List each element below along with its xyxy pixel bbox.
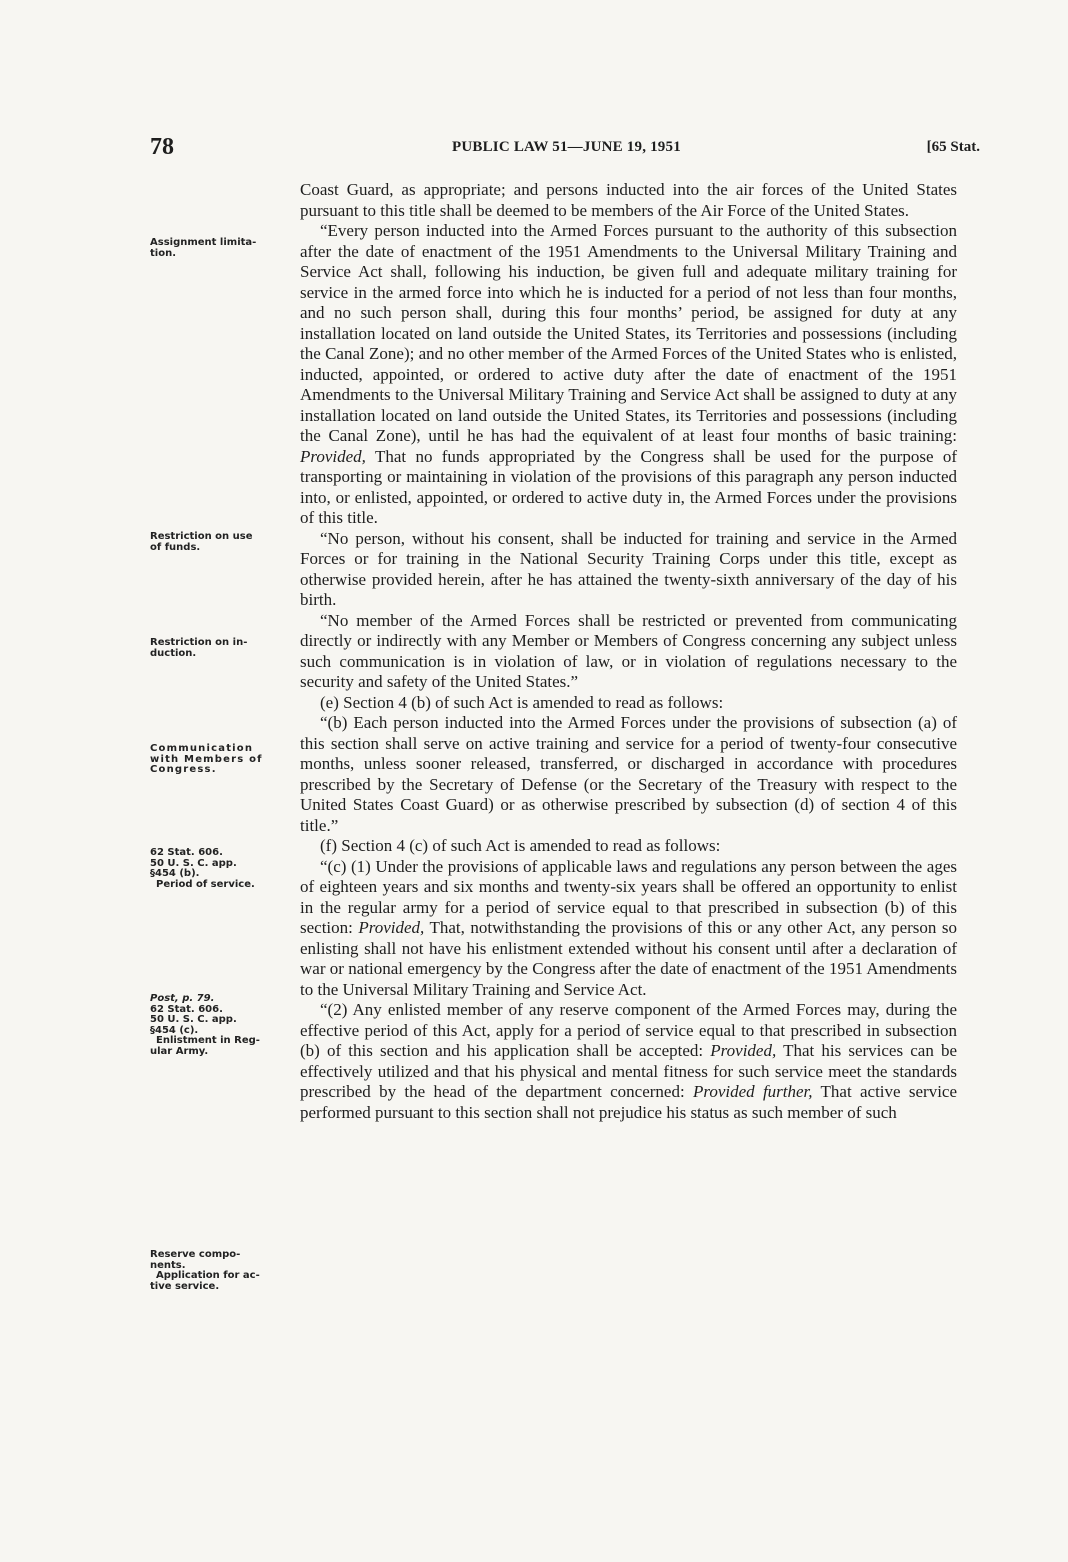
margin-note-line: duction. bbox=[150, 647, 197, 659]
paragraph-text: Coast Guard, as appropriate; and persons inducted into the air forces of the United States pursuant to this title shall be deemed to be members of the Air Force of the United States. bbox=[300, 180, 957, 220]
paragraph bbox=[300, 693, 957, 714]
paragraph bbox=[300, 1000, 957, 1123]
margin-note-line: 62 Stat. 606. bbox=[150, 1003, 223, 1015]
provided-clause: Provided, bbox=[710, 1041, 777, 1060]
margin-note-line: 50 U. S. C. app. bbox=[150, 1014, 237, 1025]
margin-note-reserve-components bbox=[150, 1250, 290, 1292]
paragraph-text: “(2) Any enlisted member of any reserve component of the Armed Forces may, during the effective period of this Act, apply for a period of service equal to that prescribed in subsection (b) of this section and his application shall be accepted: bbox=[300, 1000, 957, 1060]
margin-note-line: Restriction on in- bbox=[150, 637, 248, 648]
paragraph-text: “No member of the Armed Forces shall be restricted or prevented from communicating directly or indirectly with any Member or Members of Congress concerning any subject unless such communication is in violation of law, or in violation of regulations necessary to the security and safety of the United States.” bbox=[300, 610, 957, 691]
paragraph bbox=[300, 611, 957, 693]
margin-note-line: §454 (c). bbox=[150, 1024, 199, 1036]
paragraph-text: That active service performed pursuant to this section shall not prejudice his status as such member of such bbox=[300, 1082, 958, 1122]
margin-note-line: tive service. bbox=[150, 1280, 220, 1292]
statute-reference: [65 Stat. bbox=[926, 139, 980, 155]
paragraph bbox=[300, 836, 957, 857]
margin-note-line: 50 U. S. C. app. bbox=[150, 857, 237, 869]
paragraph-text: (e) Section 4 (b) of such Act is amended to read as follows: bbox=[320, 692, 724, 712]
margin-note-assignment bbox=[150, 238, 290, 259]
page-number: 78 bbox=[150, 134, 174, 160]
provided-clause: Provided, bbox=[300, 446, 366, 466]
margin-note-line: Communication bbox=[150, 743, 254, 754]
paragraph-text: “Every person inducted into the Armed Forces pursuant to the authority of this subsection after the date of enactment of the 1951 Amendments to the Universal Military Training and Service Act shall, following his induction, be given full and adequate military training for service in the armed force into which he is inducted for a period of not less than four months, and no such person shall, during this four months’ period, be assigned for duty at any installation located on land outside the United States, its Territories and possessions (including the Canal Zone); and no other member of the Armed Forces of the United States who is enlisted, inducted, appointed, or ordered to active duty after the date of enactment of the 1951 Amendments to the Universal Military Training and Service Act shall be assigned to duty at any installation located on land outside the United States, its Territories and possessions (including the Canal Zone), until he has had the equivalent of at least four months of basic training: bbox=[300, 221, 957, 445]
margin-note-line: Congress. bbox=[150, 764, 217, 775]
margin-note-line: of funds. bbox=[150, 541, 201, 553]
paragraph-text: That no funds appropriated by the Congress shall be used for the purpose of transporting or maintaining in violation of the provisions of this paragraph any person inducted into, or enlisted, appointed, or ordered to active duty in, the Armed Forces under the provisions of this title. bbox=[300, 446, 957, 527]
margin-note-line: §454 (b). bbox=[150, 868, 200, 879]
margin-note-line: Restriction on use bbox=[150, 531, 253, 542]
margin-note-enlistment bbox=[150, 994, 290, 1057]
margin-note-line: tion. bbox=[150, 247, 176, 259]
margin-note-line: Enlistment in Reg- bbox=[156, 1035, 260, 1046]
paragraph-text: “(b) Each person inducted into the Armed Forces under the provisions of subsection (a) of this section shall serve on active training and service for a period of twenty-four consecutive months, unless sooner released, transferred, or discharged in accordance with procedures prescribed by the Secretary of Defense (or the Secretary of the Treasury with respect to the United States Coast Guard) or as otherwise prescribed by subsection (d) of section 4 of this title.” bbox=[300, 713, 957, 835]
paragraph bbox=[300, 221, 957, 529]
paragraph-text: (f) Section 4 (c) of such Act is amended to read as follows: bbox=[320, 836, 721, 855]
margin-notes bbox=[0, 0, 295, 1562]
paragraph bbox=[300, 857, 957, 1001]
provided-clause: Provided, bbox=[358, 918, 425, 937]
paragraph-text: “(c) (1) Under the provisions of applicable laws and regulations any person between the ages of eighteen years and six months and twenty-six years shall be offered an opportunity to enlist in the regular army for a period of service equal to that prescribed in subsection (b) of this section: bbox=[300, 856, 957, 937]
margin-note-line: Application for ac- bbox=[156, 1270, 260, 1281]
paragraph bbox=[300, 180, 957, 221]
margin-note-line: Reserve compo- bbox=[150, 1249, 241, 1260]
margin-note-period-of-service bbox=[150, 848, 290, 890]
margin-note-communication bbox=[150, 744, 290, 776]
paragraph bbox=[300, 529, 957, 611]
paragraph bbox=[300, 713, 957, 836]
margin-note-line: Period of service. bbox=[156, 878, 255, 890]
provided-further-clause: Provided further, bbox=[692, 1082, 813, 1101]
margin-note-line: ular Army. bbox=[150, 1045, 209, 1057]
paragraph-text: “No person, without his consent, shall be inducted for training and service in the Armed Forces or for training in the National Security Training Corps under this title, except as otherwise provided herein, after he has attained the twenty-sixth anniversary of the day of his birth. bbox=[300, 528, 957, 609]
margin-note-line: Assignment limita- bbox=[150, 237, 257, 248]
body-text bbox=[300, 180, 957, 1123]
paragraph-text: That, notwithstanding the provisions of this or any other Act, any person so enlisting shall not have his enlistment extended without his consent until after a declaration of war or national emergency by the Congress after the date of enactment of the 1951 Amendments to the Universal Military Training and Service Act. bbox=[300, 918, 957, 999]
margin-note-restriction-induction bbox=[150, 638, 290, 659]
margin-note-restriction-funds bbox=[150, 532, 290, 553]
margin-note-line: Post, p. 79. bbox=[150, 993, 215, 1004]
margin-note-line: with Members of bbox=[150, 753, 263, 765]
margin-note-line: 62 Stat. 606. bbox=[150, 847, 223, 858]
paragraph-text: That his services can be effectively utilized and that his physical and mental fitness for such service meet the standards prescribed by the head of the department concerned: bbox=[300, 1041, 957, 1101]
running-head: PUBLIC LAW 51—JUNE 19, 1951 bbox=[452, 139, 681, 155]
margin-note-line: nents. bbox=[150, 1259, 186, 1271]
